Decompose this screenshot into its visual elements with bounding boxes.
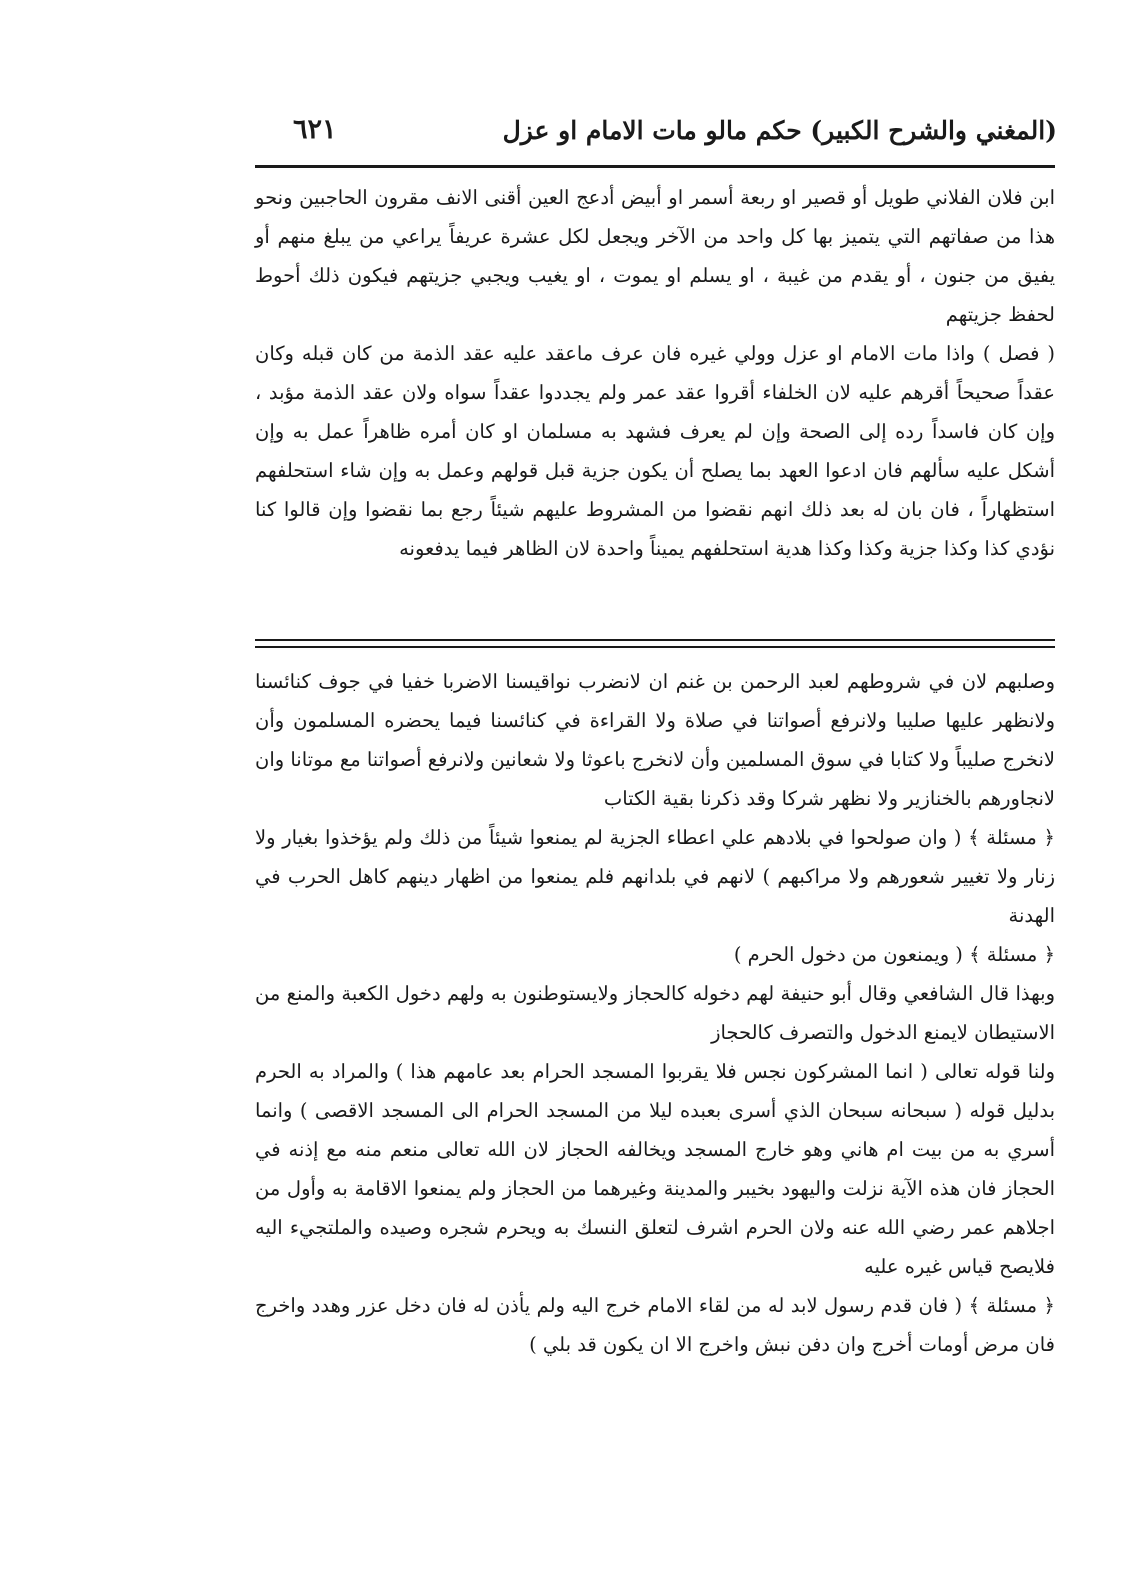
commentary-paragraph-3: ﴿ مسئلة ﴾ ( ويمنعون من دخول الحرم ) xyxy=(733,943,1055,966)
commentary-paragraph-1: وصلبهم لان في شروطهم لعبد الرحمن بن غنم ان لانضرب نواقيسنا الاضربا خفيا في جوف كنائسنا ولانظهر عليها صليبا ولانرفع أصواتنا في صلاة ولا القراءة في كنائسنا فيما يحضره المسلمون وأن لانخرج صليباً ولا كتابا في سوق المسلمين وأن لانخرج باعوثا ولا شعانين ولانرفع أصواتنا مع موتانا وان لانجاورهم بالخنازير ولا نظهر شركا وقد ذكرنا بقية الكتاب xyxy=(255,670,1055,810)
commentary-paragraph-6: ﴿ مسئلة ﴾ ( فان قدم رسول لابد له من لقاء الامام خرج اليه ولم يأذن له فان دخل عزر وهدد واخرج فان مرض أومات أخرج وان دفن نبش واخرج الا ان يكون قد بلي ) xyxy=(255,1294,1055,1356)
main-paragraph-2: ( فصل ) واذا مات الامام او عزل وولي غيره فان عرف ماعقد عليه عقد الذمة من كان قبله وكان عقداً صحيحاً أقرهم عليه لان الخلفاء أقروا عقد عمر ولم يجددوا عقداً سواه ولان عقد الذمة مؤبد ، وإن كان فاسداً رده إلى الصحة وإن لم يعرف فشهد به مسلمان او كان أمره ظاهراً عمل به وإن أشكل عليه سألهم فان ادعوا العهد بما يصلح أن يكون جزية قبل قولهم وعمل به وإن شاء استحلفهم استظهاراً ، فان بان له بعد ذلك انهم نقضوا من المشروط عليهم شيئاً رجع بما نقضوا وإن قالوا كنا نؤدي كذا وكذا جزية وكذا وكذا هدية استحلفهم يميناً واحدة لان الظاهر فيما يدفعونه xyxy=(255,342,1055,560)
section-divider-bottom xyxy=(255,646,1055,648)
page-number: ٦٢١ xyxy=(293,114,337,145)
section-divider-top xyxy=(255,639,1055,641)
running-title: (المغني والشرح الكبير) حكم مالو مات الامام او عزل xyxy=(502,116,1057,145)
commentary-text xyxy=(255,662,1055,1364)
page-header xyxy=(255,112,1057,162)
main-text xyxy=(255,178,1055,568)
commentary-paragraph-4: وبهذا قال الشافعي وقال أبو حنيفة لهم دخوله كالحجاز ولايستوطنون به ولهم دخول الكعبة والمنع من الاستيطان لايمنع الدخول والتصرف كالحجاز xyxy=(255,982,1055,1044)
commentary-paragraph-5: ولنا قوله تعالى ( انما المشركون نجس فلا يقربوا المسجد الحرام بعد عامهم هذا ) والمراد به الحرم بدليل قوله ( سبحانه سبحان الذي أسرى بعبده ليلا من المسجد الحرام الى المسجد الاقصى ) وانما أسري به من بيت ام هاني وهو خارج المسجد ويخالفه الحجاز لان الله تعالى منعم منه مع إذنه في الحجاز فان هذه الآية نزلت واليهود بخيبر والمدينة وغيرهما من الحجاز ولم يمنعوا الاقامة به وأول من اجلاهم عمر رضي الله عنه ولان الحرم اشرف لتعلق النسك به ويحرم شجره وصيده والملتجيء اليه فلايصح قياس غيره عليه xyxy=(255,1060,1055,1278)
header-rule xyxy=(255,165,1055,168)
main-paragraph-1: ابن فلان الفلاني طويل أو قصير او ربعة أسمر او أبيض أدعج العين أقنى الانف مقرون الحاجبين ونحو هذا من صفاتهم التي يتميز بها كل واحد من الآخر ويجعل لكل عشرة عريفاً يراعي من يبلغ منهم أو يفيق من جنون ، أو يقدم من غيبة ، او يسلم او يموت ، او يغيب ويجبي جزيتهم فيكون ذلك أحوط لحفظ جزيتهم xyxy=(255,186,1055,326)
commentary-paragraph-2: ﴿ مسئلة ﴾ ( وان صولحوا في بلادهم علي اعطاء الجزية لم يمنعوا شيئاً من ذلك ولم يؤخذوا بغيار ولا زنار ولا تغيير شعورهم ولا مراكبهم ) لانهم في بلدانهم فلم يمنعوا من اظهار دينهم كاهل الحرب في الهدنة xyxy=(255,826,1055,927)
